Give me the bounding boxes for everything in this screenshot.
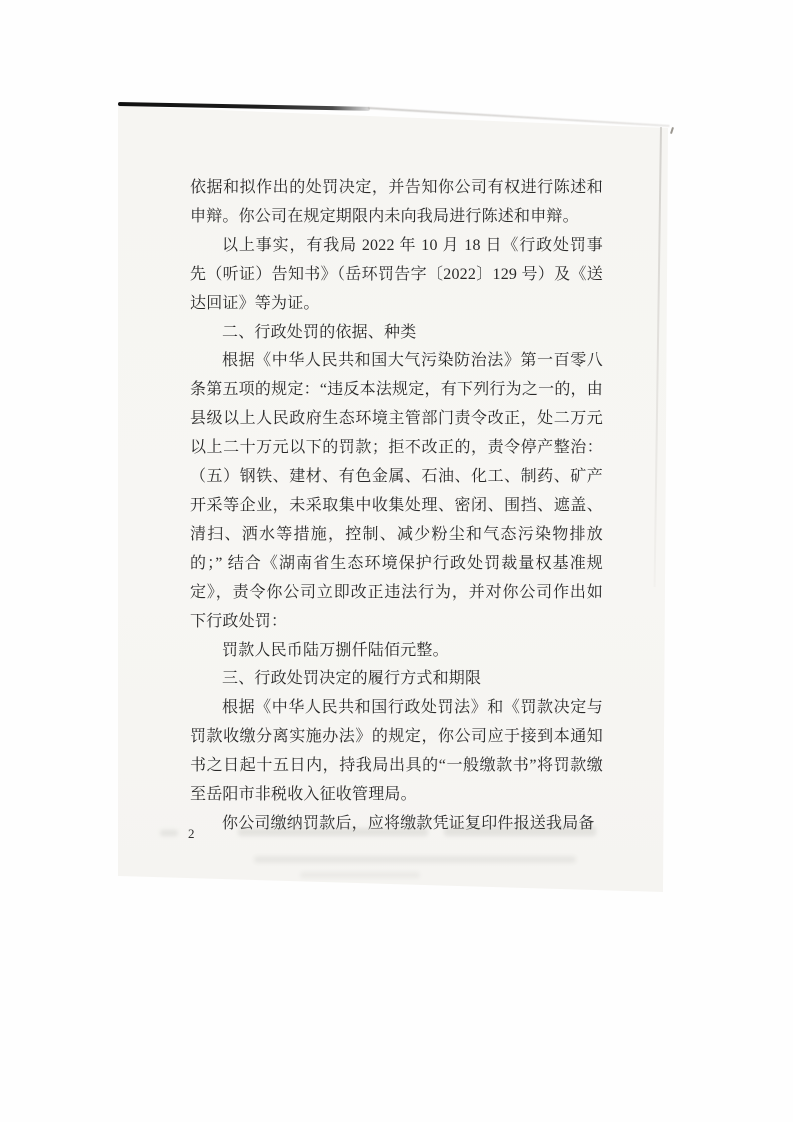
scan-speck-artifact	[670, 127, 674, 134]
page-number: 2	[188, 826, 195, 841]
ink-bleed-artifact	[254, 856, 576, 863]
para-notice-continuation: 依据和拟作出的处罚决定，并告知你公司有权进行陈述和申辩。你公司在规定期限内未向我局进行陈述和申辩。	[190, 179, 603, 225]
ink-bleed-artifact	[160, 830, 178, 836]
ink-bleed-artifact	[444, 826, 596, 836]
heading-section-2: 二、行政处罚的依据、种类	[222, 323, 417, 341]
para-payment-instruction: 根据《中华人民共和国行政处罚法》和《罚款决定与罚款收缴分离实施办法》的规定，你公司应于接到本通知书之日起十五日内，持我局出具的“一般缴款书”将罚款缴至岳阳市非税收入征收管理局。	[190, 699, 603, 804]
heading-section-3: 三、行政处罚决定的履行方式和期限	[222, 670, 482, 688]
ink-bleed-artifact	[300, 872, 420, 878]
document-text-block	[190, 174, 603, 839]
para-evidence-listing: 以上事实，有我局 2022 年 10 月 18 日《行政处罚事先（听证）告知书》（岳环罚告字〔2022〕129 号）及《送达回证》等为证。	[190, 236, 603, 312]
ink-bleed-artifact	[238, 828, 428, 836]
para-receipt-filing: 你公司缴纳罚款后，应将缴款凭证复印件报送我局备	[222, 814, 595, 832]
para-penalty-legal-basis: 根据《中华人民共和国大气污染防治法》第一百零八条第五项的规定：“违反本法规定，有下列行为之一的，由县级以上人民政府生态环境主管部门责令改正，处二万元以上二十万元以下的罚款；拒不改正的，责令停产整治：（五）钢铁、建材、有色金属、石油、化工、制药、矿产开采等企业，未采取集中收集处理、密闭、围挡、遮盖、清扫、洒水等措施，控制、减少粉尘和气态污染物排放的；” 结合《湖南省生态环境保护行政处罚裁量权基准规定》，责令你公司立即改正违法行为，并对你公司作出如下行政处罚：	[190, 352, 603, 630]
para-penalty-amount: 罚款人民币陆万捌仟陆佰元整。	[222, 641, 449, 659]
